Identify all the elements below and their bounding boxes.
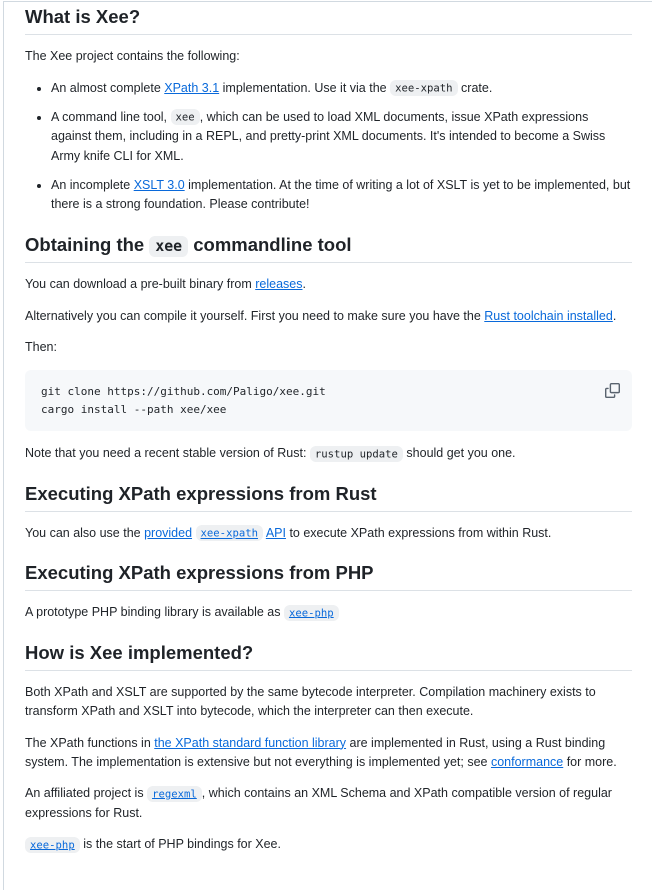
text-run: implementation. Use it via the (219, 80, 391, 95)
list-item-xpath (51, 79, 632, 98)
paragraph-regexml (25, 784, 632, 823)
text-run: An almost complete (51, 80, 165, 95)
text-run: , which can be used to load XML documents, issue XPath expressions against them, including in a REPL, and pretty-print XML documents. It's intended to become a Swiss Army knife CLI for XML. (51, 109, 606, 163)
text-run: An incomplete (51, 178, 134, 192)
code-block-content (41, 383, 616, 418)
text-run: Executing XPath expressions from Rust (25, 482, 377, 504)
heading-obtaining (25, 233, 632, 263)
heading-how-implemented (25, 641, 632, 671)
inline-code-link[interactable]: xee-php (284, 605, 339, 621)
list-item-xslt (51, 176, 632, 215)
code-block (25, 370, 632, 431)
inline-code-link[interactable]: regexml (147, 786, 202, 802)
heading-executing-rust (25, 482, 632, 512)
paragraph-intro (25, 47, 632, 66)
text-run: implementation. At the time of writing a lot of XSLT is yet to be implemented, but there is a strong foundation. Please contribute! (51, 178, 631, 212)
paragraph-then (25, 338, 632, 357)
inline-link[interactable]: XSLT 3.0 (133, 178, 185, 192)
copy-button[interactable] (599, 377, 625, 403)
text-run: You can also use the (25, 525, 145, 540)
inline-link[interactable]: Rust toolchain installed (484, 308, 613, 323)
inline-link[interactable]: API (265, 525, 286, 540)
paragraph-download (25, 275, 632, 294)
heading-executing-php (25, 561, 632, 591)
text-run: A prototype PHP binding library is available as (25, 605, 284, 620)
paragraph-php-binding (25, 603, 632, 622)
text-run: Executing XPath expressions from PHP (25, 562, 374, 584)
text-run: The XPath functions in (25, 735, 155, 750)
text-run: . (302, 277, 306, 292)
text-run: to execute XPath expressions from within Rust. (285, 525, 552, 540)
inline-link[interactable]: the XPath standard function library (154, 735, 347, 750)
inline-link[interactable]: XPath 3.1 (164, 80, 220, 95)
text-run: How is Xee implemented? (25, 641, 254, 663)
text-run: An affiliated project is (25, 786, 148, 801)
inline-code-link[interactable]: xee-php (25, 837, 80, 853)
text-run: Alternatively you can compile it yourself. First you need to make sure you have the (25, 308, 485, 323)
text-run: The Xee project contains the following: (25, 49, 240, 64)
code-line-cargo-install: cargo install --path xee/xee (41, 402, 227, 416)
text-run: crate. (457, 80, 493, 95)
paragraph-xee-php-start (25, 835, 632, 854)
inline-code: xee (149, 236, 188, 257)
text-run: is the start of PHP bindings for Xee. (79, 837, 281, 852)
paragraph-rust-api (25, 524, 632, 543)
text-run: What is Xee? (25, 6, 141, 27)
paragraph-rust-version-note (25, 444, 632, 463)
paragraph-compile (25, 307, 632, 326)
inline-link[interactable]: releases (255, 277, 303, 292)
text-run: for more. (563, 754, 617, 769)
inline-code: rustup update (310, 446, 403, 462)
inline-code-link[interactable]: xee-xpath (196, 525, 264, 541)
text-run: Then: (25, 339, 57, 354)
text-run (192, 526, 195, 540)
text-run: Both XPath and XSLT are supported by the same bytecode interpreter. Compilation machinery exists to transform XPath and XSLT into bytecode, which the interpreter can then execute. (25, 684, 596, 719)
text-run: commandline tool (188, 233, 352, 255)
copy-icon (605, 383, 620, 398)
code-line-git-clone: git clone https://github.com/Paligo/xee.git (41, 385, 326, 399)
readme-container (3, 1, 652, 890)
text-run: You can download a pre-built binary from (25, 277, 256, 292)
paragraph-bytecode (25, 683, 632, 722)
text-run: should get you one. (402, 446, 516, 461)
text-run: , which contains an XML Schema and XPath compatible version of regular expressions for Rust. (25, 786, 612, 820)
heading-what-is-xee (25, 5, 632, 35)
list-item-cli-tool (51, 108, 632, 166)
feature-list (25, 79, 632, 215)
text-run: are implemented in Rust, using a Rust binding system. The implementation is extensive but not everything is implemented yet; see (25, 735, 606, 769)
text-run: A command line tool, (51, 109, 171, 124)
inline-code: xee (171, 109, 200, 125)
text-run: . (612, 308, 617, 323)
paragraph-function-library (25, 734, 632, 773)
inline-link[interactable]: conformance (490, 754, 564, 769)
inline-code: xee-xpath (390, 80, 458, 96)
inline-link[interactable]: provided (144, 525, 193, 540)
text-run: Note that you need a recent stable version of Rust: (25, 446, 310, 461)
text-run: Obtaining the (25, 233, 150, 255)
